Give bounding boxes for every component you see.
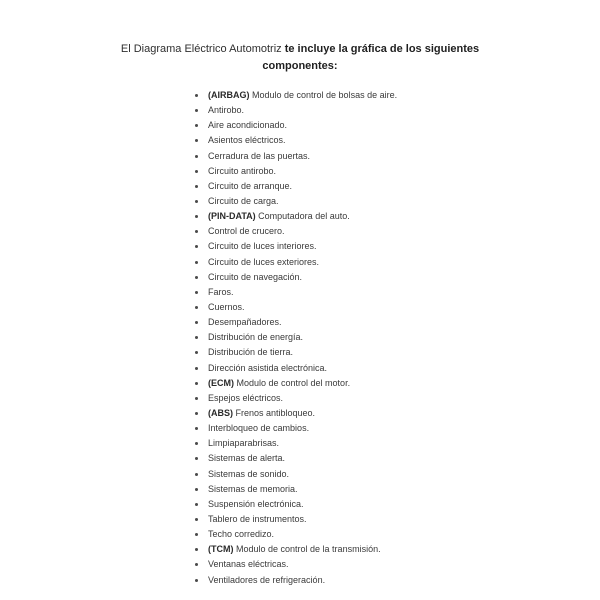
list-item: [194, 315, 397, 330]
bullet-dot-icon: [195, 291, 198, 294]
list-item-abbreviation: (PIN-DATA): [208, 211, 256, 222]
bullet-dot-icon: [195, 382, 198, 385]
bullet-dot-icon: [195, 579, 198, 582]
list-item: [194, 209, 397, 224]
list-item-text: Modulo de control del motor.: [234, 377, 351, 388]
list-item: [194, 391, 397, 406]
list-item-text: Suspensión electrónica.: [208, 498, 304, 509]
bullet-dot-icon: [195, 230, 198, 233]
list-item-text: Ventanas eléctricas.: [208, 559, 289, 570]
list-item: [194, 557, 397, 572]
list-item-text: Cuernos.: [208, 301, 245, 312]
list-item-text: Sistemas de sonido.: [208, 468, 290, 479]
list-item: [194, 88, 397, 103]
list-item-text: Circuito de carga.: [208, 195, 279, 206]
bullet-dot-icon: [195, 245, 198, 248]
list-item-text: Distribución de energía.: [208, 332, 304, 343]
list-item: [194, 285, 397, 300]
bullet-dot-icon: [195, 124, 198, 127]
list-item-text: Sistemas de memoria.: [208, 483, 298, 494]
list-item: [194, 118, 397, 133]
list-item: [194, 512, 397, 527]
list-item-text: Modulo de control de bolsas de aire.: [249, 90, 398, 100]
list-item-text: Control de crucero.: [208, 226, 285, 237]
list-item: [194, 133, 397, 148]
list-item-text: Interbloqueo de cambios.: [208, 423, 310, 434]
list-item-text: Circuito antirobo.: [208, 165, 277, 176]
bullet-dot-icon: [195, 170, 198, 173]
list-item: [194, 149, 397, 164]
list-item: [194, 573, 397, 588]
list-item-text: Circuito de luces exteriores.: [208, 256, 320, 267]
bullet-dot-icon: [195, 261, 198, 264]
list-item-text: Distribución de tierra.: [208, 347, 294, 358]
list-item-abbreviation: (ECM): [208, 377, 234, 388]
list-item-text: Dirección asistida electrónica.: [208, 362, 328, 373]
list-item-text: Desempañadores.: [208, 317, 282, 328]
list-item: [194, 300, 397, 315]
list-item: [194, 467, 397, 482]
bullet-dot-icon: [195, 397, 198, 400]
bullet-dot-icon: [195, 427, 198, 430]
bullet-dot-icon: [195, 351, 198, 354]
list-item-text: Modulo de control de la transmisión.: [233, 544, 381, 555]
bullet-dot-icon: [195, 518, 198, 521]
list-item-text: Faros.: [208, 286, 234, 297]
bullet-dot-icon: [195, 306, 198, 309]
bullet-dot-icon: [195, 367, 198, 370]
bullet-dot-icon: [195, 473, 198, 476]
bullet-dot-icon: [195, 321, 198, 324]
list-item: [194, 527, 397, 542]
list-item-text: Cerradura de las puertas.: [208, 150, 311, 161]
list-item: [194, 164, 397, 179]
bullet-dot-icon: [195, 109, 198, 112]
list-item-text: Circuito de navegación.: [208, 271, 303, 282]
list-item-text: Circuito de arranque.: [208, 180, 293, 191]
bullet-dot-icon: [195, 94, 198, 97]
bullet-dot-icon: [195, 185, 198, 188]
bullet-dot-icon: [195, 533, 198, 536]
list-item-text: Espejos eléctricos.: [208, 392, 284, 403]
intro-bold-text: te incluye la gráfica de los siguientes componentes:: [262, 43, 480, 72]
intro-paragraph: [100, 41, 500, 75]
list-item-text: Computadora del auto.: [255, 211, 350, 222]
list-item: [194, 103, 397, 118]
bullet-dot-icon: [195, 563, 198, 566]
list-item-abbreviation: (AIRBAG): [208, 90, 250, 100]
list-item: [194, 497, 397, 512]
list-item-text: Aire acondicionado.: [208, 120, 288, 131]
list-item: [194, 542, 397, 557]
list-item-abbreviation: (TCM): [208, 544, 234, 555]
list-item: [194, 376, 397, 391]
list-item-text: Frenos antibloqueo.: [233, 407, 316, 418]
bullet-dot-icon: [195, 488, 198, 491]
bullet-dot-icon: [195, 336, 198, 339]
list-item: [194, 179, 397, 194]
list-item-text: Tablero de instrumentos.: [208, 513, 307, 524]
list-item: [194, 406, 397, 421]
list-item-text: Antirobo.: [208, 105, 245, 116]
list-item: [194, 270, 397, 285]
list-item: [194, 194, 397, 209]
bullet-dot-icon: [195, 200, 198, 203]
list-item: [194, 224, 397, 239]
list-item-abbreviation: (ABS): [208, 407, 233, 418]
bullet-dot-icon: [195, 412, 198, 415]
component-list: [194, 88, 397, 588]
bullet-dot-icon: [195, 442, 198, 445]
bullet-dot-icon: [195, 155, 198, 158]
list-item: [194, 436, 397, 451]
list-item: [194, 345, 397, 360]
intro-plain-text: El Diagrama Eléctrico Automotriz: [120, 43, 285, 55]
list-item-text: Techo corredizo.: [208, 529, 275, 540]
list-item: [194, 482, 397, 497]
bullet-dot-icon: [195, 457, 198, 460]
list-item: [194, 451, 397, 466]
bullet-dot-icon: [195, 215, 198, 218]
list-item-text: Limpiaparabrisas.: [208, 438, 280, 449]
list-item-text: Asientos eléctricos.: [208, 135, 286, 146]
list-item: [194, 239, 397, 254]
bullet-dot-icon: [195, 139, 198, 142]
list-item: [194, 330, 397, 345]
list-item-text: Ventiladores de refrigeración.: [208, 574, 326, 585]
bullet-dot-icon: [195, 548, 198, 551]
list-item: [194, 421, 397, 436]
bullet-dot-icon: [195, 276, 198, 279]
list-item: [194, 361, 397, 376]
list-item: [194, 255, 397, 270]
bullet-dot-icon: [195, 503, 198, 506]
list-item-text: Circuito de luces interiores.: [208, 241, 317, 252]
list-item-text: Sistemas de alerta.: [208, 453, 286, 464]
